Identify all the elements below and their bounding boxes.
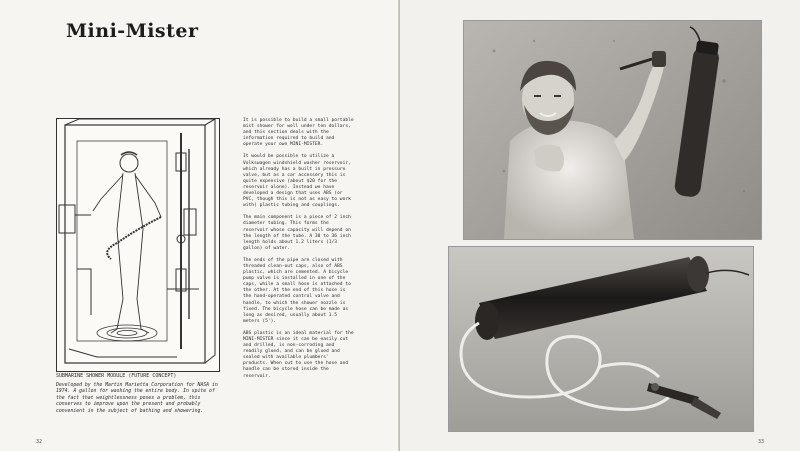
figure-caption: Developed by the Martin Marietta Corporation for NASA in 1974. A gallon for washing the entire body. In spite of the fact that weightlessness poses a problem, this conserves to improve upon the present and probably convenient in the subject of bathing and showering. — [56, 383, 218, 414]
page-number-left: 32 — [36, 439, 43, 445]
photo-mister-reservoir — [448, 246, 754, 432]
photo-man-with-mister — [463, 20, 762, 240]
right-page — [400, 0, 800, 451]
page-title: Mini-Mister — [66, 20, 199, 42]
photo-man-drawing — [464, 21, 761, 239]
body-paragraph: The main component is a piece of 2 inch diameter tubing. This forms the reservoir whose capacity will depend on the length of the tube. A 30 to 36 inch length holds about 1.2 liters (1/3 gallon) of water. — [243, 215, 351, 251]
body-text-column — [243, 118, 355, 386]
page-number-right: 33 — [757, 439, 764, 445]
body-paragraph: ABS plastic is an ideal material for the MINI-MISTER since it can be easily cut and drilled, is non-corroding and readily glued, and can be glued and sealed with available plumbers' products. When cut to use the hose and handle can be stored inside the reservoir. — [243, 330, 354, 379]
figure-caption-head: SUBMARINE SHOWER MODULE (FUTURE CONCEPT) — [56, 373, 177, 379]
body-paragraph: It is possible to build a small portable mist shower for well under ten dollars, and this section deals with the information required to build and operate your own MINI-MISTER. — [243, 118, 354, 148]
body-paragraph: The ends of the pipe are closed with threaded clean-out caps, also of ABS plastic, which are cemented. A bicycle pump valve is installed in one of the caps, while a small hose is attached to the other. At the end of this hose is the hand-operated control valve and handle, to which the shower nozzle is fixed. The bicycle hose can be made as long as desired, usually about 1.5 meters (5'). — [243, 257, 351, 324]
photo-reservoir-drawing — [449, 247, 753, 431]
body-paragraph: It would be possible to utilize a Volkswagen windshield washer reservoir, which already has a built in pressure valve, but as a car accessory this is quite expensive (about $20 for the reservoir alone). Instead we have developed a design that uses ABS (or PVC, though this is not as easy to work with) plastic tubing and couplings. — [243, 154, 351, 209]
shower-module-illustration — [56, 118, 220, 372]
shower-module-drawing — [57, 119, 219, 371]
